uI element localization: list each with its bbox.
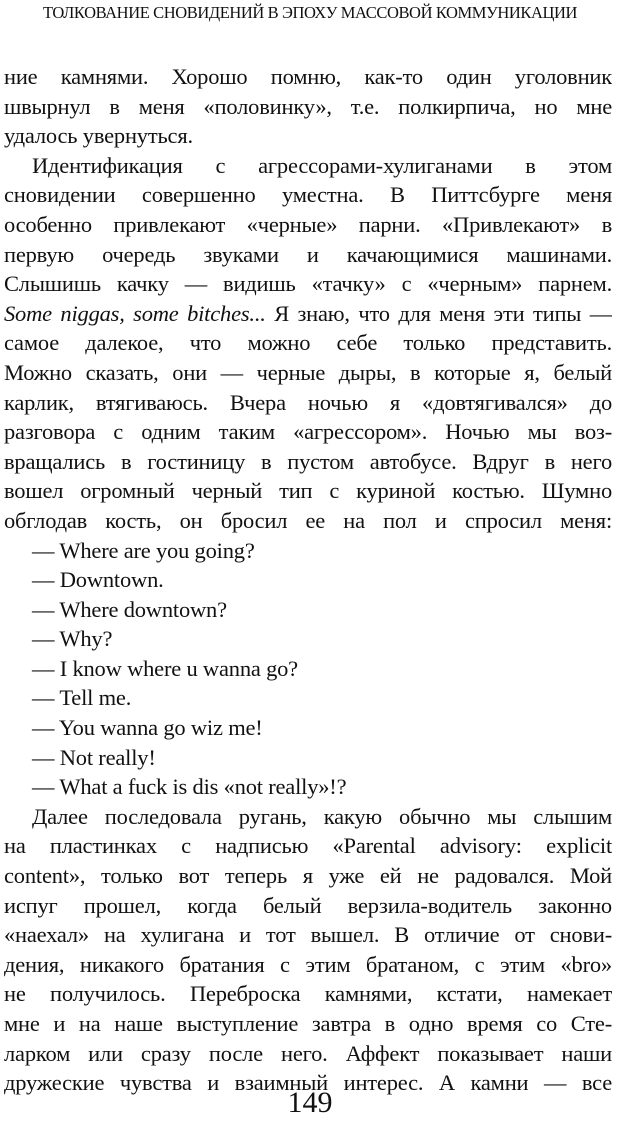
running-head: ТОЛКОВАНИЕ СНОВИДЕНИЙ В ЭПОХУ МАССОВОЙ КОММУНИКАЦИИ	[42, 3, 578, 22]
text-line: разговора с одним таким «агрессором». Ночью мы воз-	[4, 419, 612, 445]
text-line: дружеские чувства и взаимный интерес. А камни — все	[4, 1070, 612, 1096]
text-line: дения, никакого братания с этим братаном, с этим «bro»	[4, 951, 612, 977]
text-line: Идентификация с агрессорами-хулиганами в этом	[32, 152, 612, 178]
text-line: на пластинках с надписью «Parental advisory: explicit	[4, 833, 612, 859]
text-line: Слышишь качку — видишь «тачку» с «черным» парнем.	[4, 271, 612, 297]
text-line: обглодав кость, он бросил ее на пол и спросил меня:	[4, 507, 612, 533]
text-line: мне и на наше выступление завтра в одно время со Сте-	[4, 1011, 612, 1036]
text-line: особенно привлекают «черные» парни. «Привлекают» в	[4, 211, 612, 237]
text-line: — What a fuck is dis «not really»!?	[32, 774, 347, 800]
text-line: вошел огромный черный тип с куриной костью. Шумно	[4, 478, 612, 504]
text-line: — Tell me.	[32, 685, 132, 711]
page-number: 149	[287, 1086, 333, 1119]
text-line: не получилось. Переброска камнями, кстати, намекает	[4, 981, 612, 1007]
text-line: Далее последовала ругань, какую обычно мы слышим	[32, 803, 612, 829]
text-line: — Downtown.	[32, 567, 164, 593]
text-line: испуг прошел, когда белый верзила-водитель законно	[4, 892, 612, 918]
text-line: — Where downtown?	[32, 596, 227, 622]
text-line: первую очередь звуками и качающимися машинами.	[4, 241, 612, 267]
text-line: вращались в гостиницу в пустом автобусе. Вдруг в него	[4, 448, 612, 474]
line-rest: Я знаю, что для меня эти типы —	[265, 300, 612, 326]
text-line: content», только вот теперь я уже ей не радовался. Мой	[4, 863, 612, 889]
text-line: — Why?	[32, 626, 113, 652]
text-line: ние камнями. Хорошо помню, как-то один уголовник	[4, 64, 612, 89]
text-line: самое далекое, что можно себе только представить.	[4, 330, 612, 356]
text-line	[4, 299, 612, 329]
text-line: карлик, втягиваюсь. Вчера ночью я «довтягивался» до	[4, 389, 612, 415]
text-line: — You wanna go wiz me!	[32, 715, 263, 741]
text-line: сновидении совершенно уместна. В Питтсбурге меня	[4, 182, 612, 208]
body-text	[4, 62, 612, 1098]
text-line: «наехал» на хулигана и тот вышел. В отличие от снови-	[4, 922, 612, 948]
text-line: швырнул в меня «половинку», т.е. полкирпича, но мне	[4, 93, 612, 119]
text-line: удалось увернуться.	[4, 123, 193, 149]
italic-phrase: Some niggas, some bitches...	[4, 300, 266, 326]
text-line: — I know where u wanna go?	[32, 655, 298, 681]
text-line: Можно сказать, они — черные дыры, в которые я, белый	[4, 359, 612, 385]
text-line: — Not really!	[32, 744, 156, 770]
text-line: ларком или сразу после него. Аффект показывает наши	[4, 1040, 612, 1066]
text-line: — Where are you going?	[32, 537, 255, 563]
